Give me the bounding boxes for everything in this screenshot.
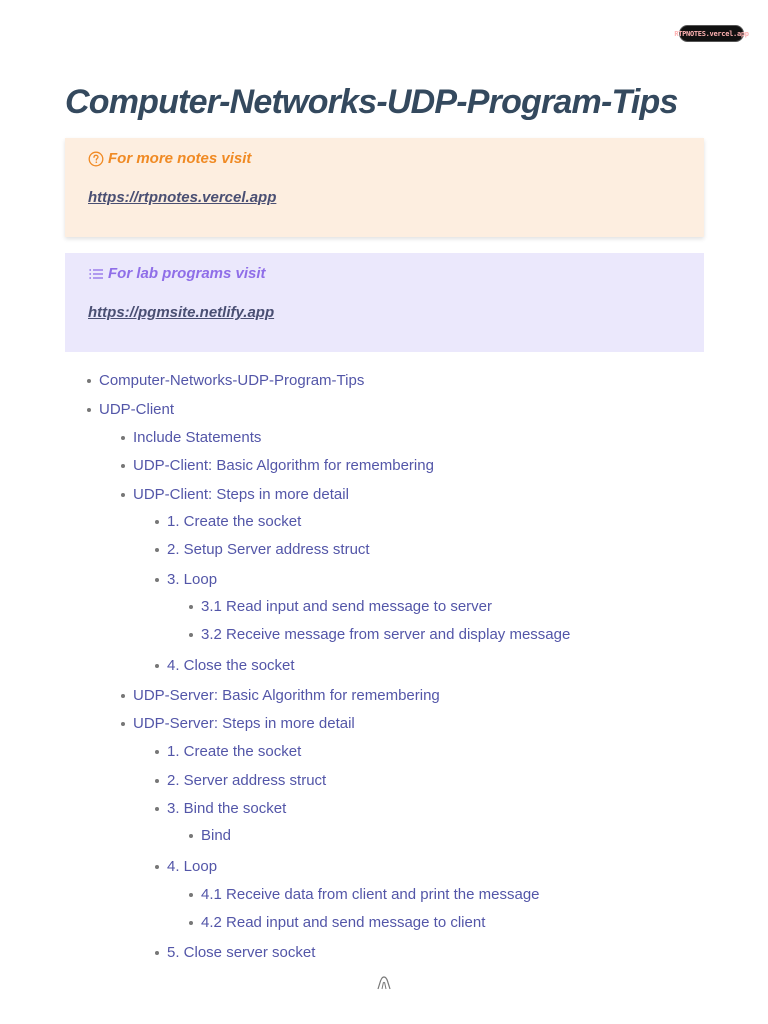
toc-link[interactable]: Include Statements [133,427,261,449]
toc-link[interactable]: 5. Close server socket [167,942,315,964]
toc-link[interactable]: UDP-Client: Steps in more detail [133,484,349,506]
toc-link[interactable]: Computer-Networks-UDP-Program-Tips [99,370,364,392]
lab-link[interactable]: https://pgmsite.netlify.app [88,304,275,321]
lab-callout [65,253,704,352]
toc-link[interactable]: Bind [201,825,231,847]
notes-callout-label: For more notes visit [108,150,252,167]
toc-link[interactable]: 2. Server address struct [167,770,326,792]
toc-link[interactable]: 4. Close the socket [167,655,295,677]
toc-link[interactable]: 4.2 Read input and send message to client [201,912,485,934]
lab-callout-label: For lab programs visit [108,265,266,282]
toc-link[interactable]: 3.1 Read input and send message to server [201,596,492,618]
notes-link[interactable]: https://rtpnotes.vercel.app [88,189,277,206]
logo-icon [376,976,392,990]
question-circle-icon [88,151,104,167]
list-icon [88,266,104,282]
toc-link[interactable]: 3. Bind the socket [167,798,286,820]
toc-link[interactable]: UDP-Client [99,399,174,421]
notes-callout [65,138,704,237]
toc-link[interactable]: 1. Create the socket [167,511,301,533]
toc-link[interactable]: 2. Setup Server address struct [167,539,370,561]
toc-link[interactable]: UDP-Server: Steps in more detail [133,713,355,735]
toc-link[interactable]: 1. Create the socket [167,741,301,763]
toc-link[interactable]: UDP-Server: Basic Algorithm for remembering [133,685,440,707]
page-title: Computer-Networks-UDP-Program-Tips [65,83,678,121]
toc-link[interactable]: 4.1 Receive data from client and print the message [201,884,540,906]
toc-link[interactable]: UDP-Client: Basic Algorithm for remembering [133,455,434,477]
site-badge[interactable]: RTPNOTES.vercel.app [679,25,744,42]
toc-link[interactable]: 4. Loop [167,856,217,878]
toc-link[interactable]: 3.2 Receive message from server and display message [201,624,570,646]
toc-link[interactable]: 3. Loop [167,569,217,591]
